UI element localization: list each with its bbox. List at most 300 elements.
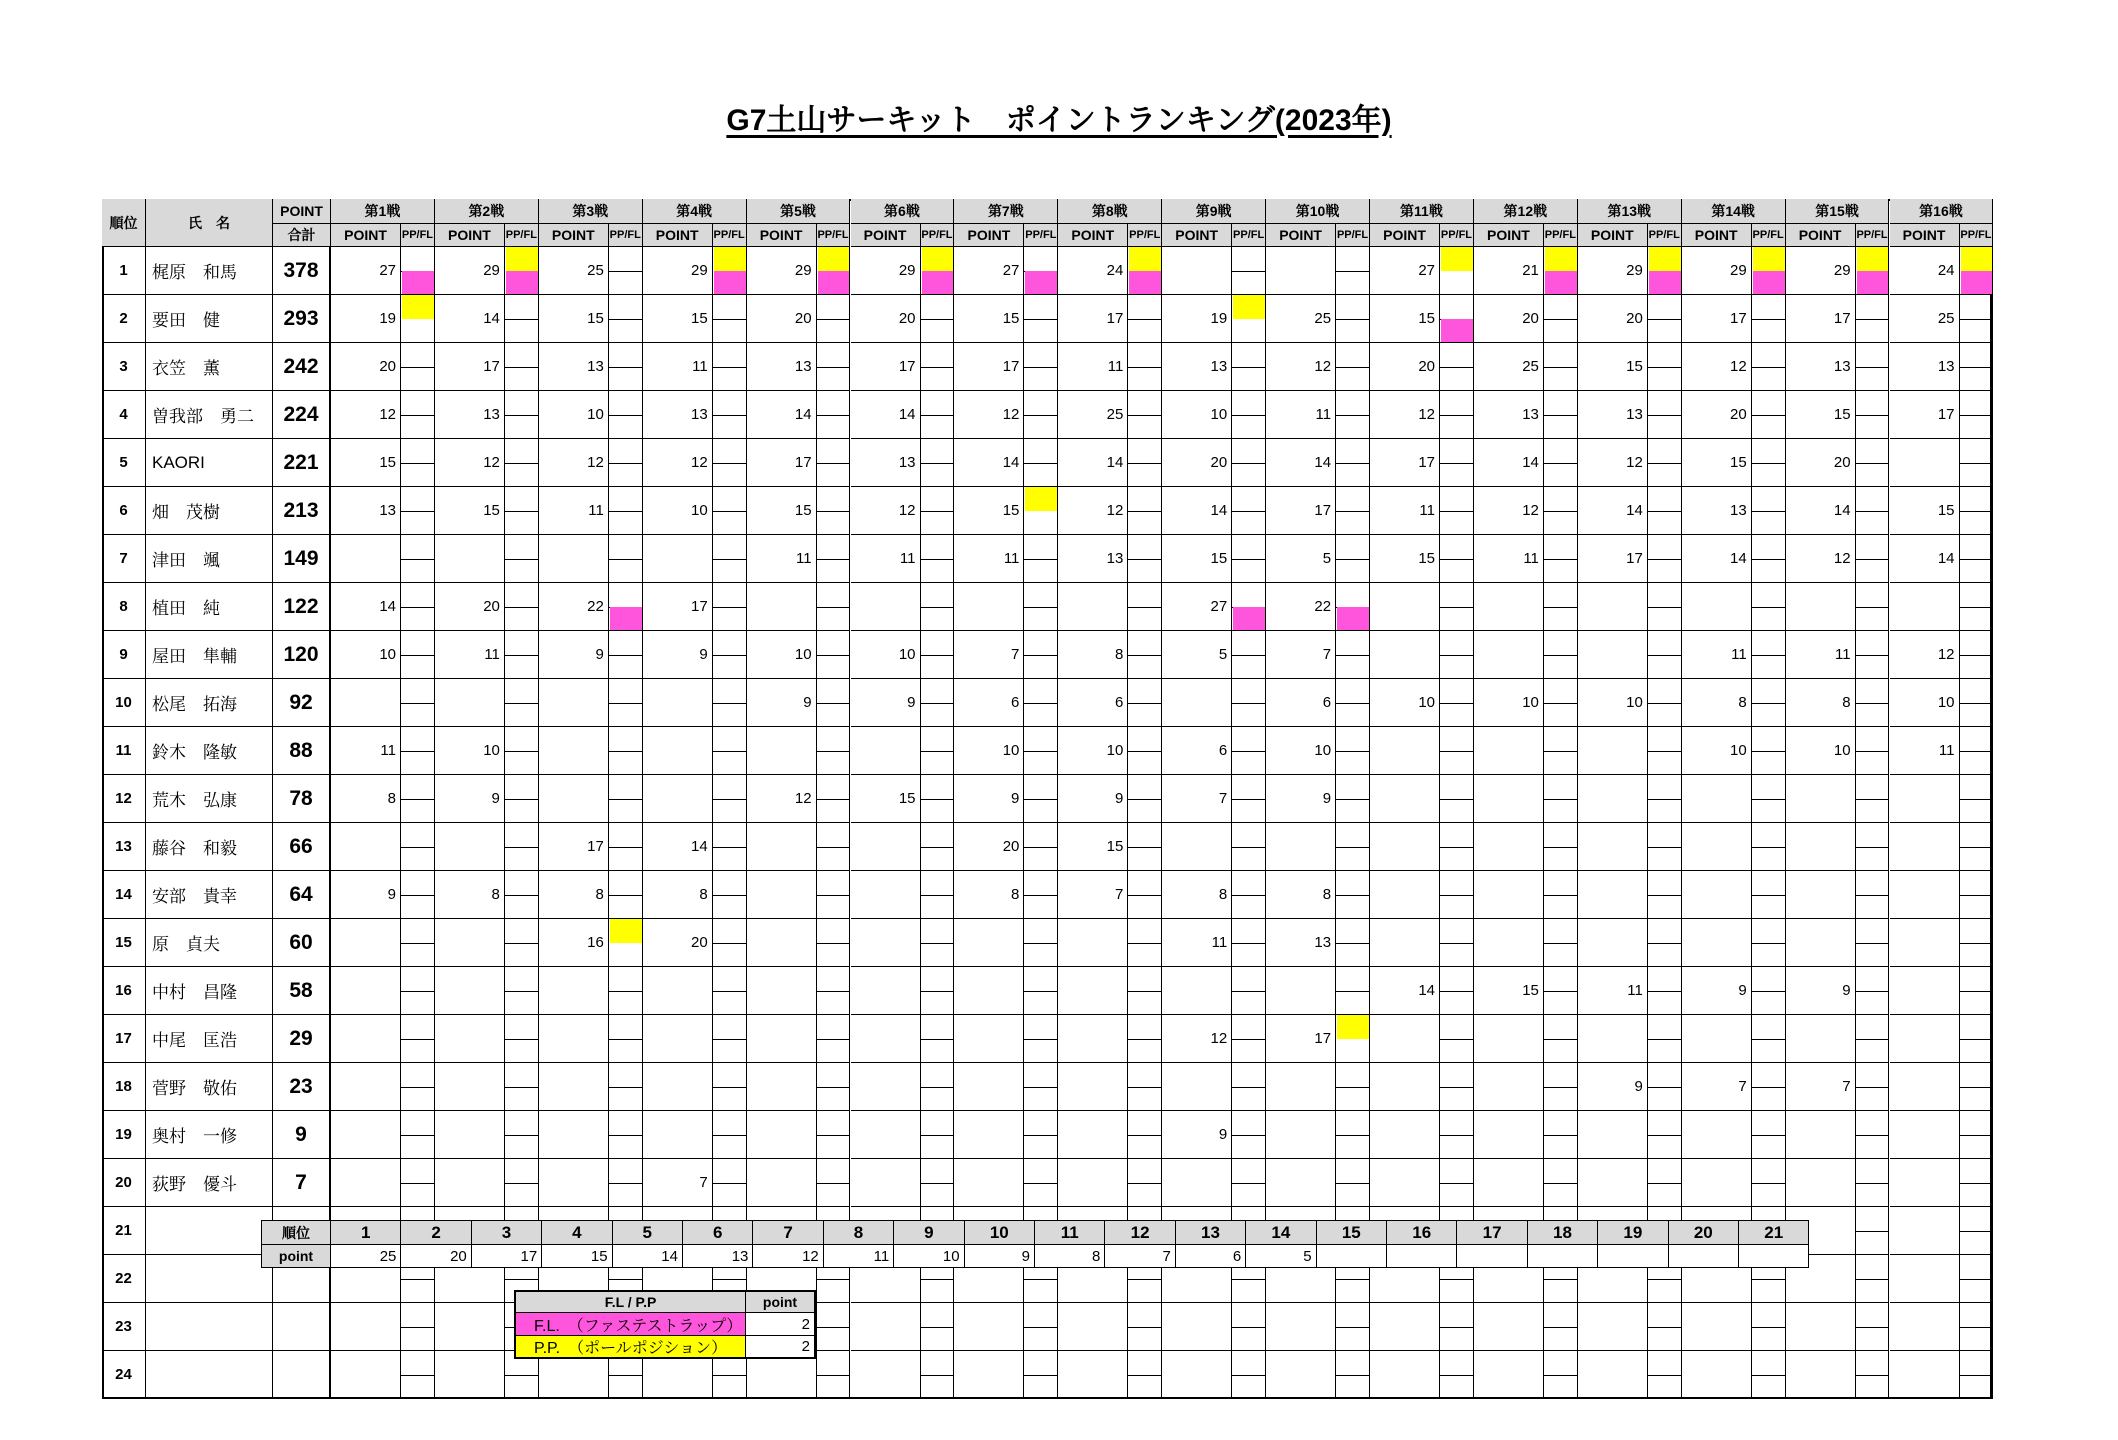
legend-header: F.L / P.P	[514, 1290, 746, 1313]
round-points	[1370, 631, 1440, 679]
round-points: 20	[1370, 343, 1440, 391]
ppfl-divider	[1960, 799, 1994, 800]
round-points: 5	[1266, 535, 1336, 583]
ppfl-divider	[505, 607, 539, 608]
round-points: 12	[1370, 391, 1440, 439]
ppfl-divider	[1752, 607, 1786, 608]
ppfl-divider	[1544, 367, 1578, 368]
round-points: 17	[1578, 535, 1648, 583]
round-points: 14	[435, 295, 505, 343]
round-points	[954, 1111, 1024, 1159]
ppfl-divider	[401, 847, 435, 848]
ppfl-divider	[1336, 1135, 1370, 1136]
ppfl-divider	[817, 319, 851, 320]
round-points: 11	[539, 487, 609, 535]
round-points: 13	[1266, 919, 1336, 967]
round-points	[1162, 1303, 1232, 1351]
round-points: 20	[1786, 439, 1856, 487]
driver-name: 安部 貴幸	[146, 871, 273, 919]
round-points: 12	[954, 391, 1024, 439]
round-points: 13	[1162, 343, 1232, 391]
round-points	[1578, 727, 1648, 775]
fastest-lap-marker	[1129, 271, 1161, 294]
ppfl-divider	[1648, 607, 1682, 608]
ppfl-divider	[1024, 895, 1058, 896]
ppfl-divider	[609, 991, 643, 992]
round-points	[1266, 1111, 1336, 1159]
ppfl-divider	[1648, 847, 1682, 848]
ppfl-divider	[1856, 511, 1890, 512]
fastest-lap-marker	[1233, 607, 1265, 630]
header-total: 合計	[273, 224, 331, 247]
ppfl-divider	[921, 751, 955, 752]
round-points	[747, 871, 817, 919]
ppfl-divider	[1128, 511, 1162, 512]
ppfl-divider	[817, 1039, 851, 1040]
ppfl-divider	[1440, 1135, 1474, 1136]
round-points	[1370, 583, 1440, 631]
round-points: 8	[954, 871, 1024, 919]
round-points: 22	[539, 583, 609, 631]
round-points	[539, 1063, 609, 1111]
ppfl-divider	[921, 559, 955, 560]
round-points	[1370, 871, 1440, 919]
ppfl-divider	[713, 511, 747, 512]
total-points: 213	[273, 487, 331, 535]
pole-position-marker	[714, 247, 746, 271]
round-points: 29	[747, 247, 817, 295]
round-points	[1578, 1159, 1648, 1207]
driver-name: 梶原 和馬	[146, 247, 273, 295]
rank-cell: 14	[102, 871, 146, 919]
round-points: 12	[1162, 1015, 1232, 1063]
ppfl-divider	[1232, 559, 1266, 560]
ppfl-divider	[1232, 415, 1266, 416]
ppfl-divider	[1960, 895, 1994, 896]
round-points	[1890, 583, 1960, 631]
ppfl-divider	[713, 943, 747, 944]
round-points	[331, 1015, 401, 1063]
ppfl-divider	[921, 1327, 955, 1328]
page-title-text: G7土山サーキット ポイントランキング(2023年)	[726, 104, 1392, 137]
ppfl-divider	[1544, 1135, 1578, 1136]
ppfl-divider	[609, 751, 643, 752]
round-point-header: POINT	[1890, 224, 1960, 247]
ppfl-divider	[1336, 703, 1370, 704]
fastest-lap-marker	[714, 271, 746, 294]
round-points: 11	[1162, 919, 1232, 967]
ppfl-divider	[1752, 559, 1786, 560]
ppfl-divider	[1544, 655, 1578, 656]
points-table-position: 19	[1598, 1220, 1668, 1245]
round-points	[1266, 247, 1336, 295]
round-ppfl-header: PP/FL	[505, 224, 539, 247]
round-header: 第2戦	[435, 199, 539, 224]
round-points	[747, 1063, 817, 1111]
ppfl-divider	[921, 511, 955, 512]
ppfl-divider	[1024, 751, 1058, 752]
round-points	[435, 919, 505, 967]
ppfl-divider	[401, 559, 435, 560]
total-points: 78	[273, 775, 331, 823]
header-name: 氏 名	[146, 199, 273, 247]
round-points	[1058, 1303, 1128, 1351]
driver-name: 津田 颯	[146, 535, 273, 583]
round-points: 24	[1058, 247, 1128, 295]
round-points: 10	[539, 391, 609, 439]
round-points: 7	[954, 631, 1024, 679]
ppfl-divider	[713, 751, 747, 752]
round-points	[435, 1303, 505, 1351]
ppfl-divider	[1024, 655, 1058, 656]
ppfl-divider	[1544, 511, 1578, 512]
ppfl-divider	[1544, 1327, 1578, 1328]
round-points: 8	[1786, 679, 1856, 727]
driver-name: 菅野 敬佑	[146, 1063, 273, 1111]
ppfl-divider	[1856, 1327, 1890, 1328]
ppfl-divider	[817, 991, 851, 992]
round-points: 15	[1786, 391, 1856, 439]
ppfl-divider	[505, 415, 539, 416]
round-points	[1162, 1351, 1232, 1399]
ppfl-divider	[609, 463, 643, 464]
points-table-value: 25	[331, 1245, 401, 1268]
driver-name: 原 貞夫	[146, 919, 273, 967]
round-points: 8	[539, 871, 609, 919]
points-table-position: 17	[1457, 1220, 1527, 1245]
ppfl-divider	[1648, 1039, 1682, 1040]
ppfl-divider	[401, 1375, 435, 1376]
round-points	[331, 823, 401, 871]
round-points: 14	[1682, 535, 1752, 583]
total-points: 58	[273, 967, 331, 1015]
ppfl-divider	[401, 655, 435, 656]
round-header: 第14戦	[1682, 199, 1786, 224]
round-points	[1682, 1159, 1752, 1207]
ppfl-divider	[1856, 655, 1890, 656]
pole-position-marker	[1545, 247, 1577, 271]
ppfl-divider	[713, 847, 747, 848]
ppfl-divider	[1544, 1375, 1578, 1376]
round-points: 10	[1266, 727, 1336, 775]
round-points: 13	[643, 391, 713, 439]
ppfl-divider	[505, 751, 539, 752]
round-points: 10	[435, 727, 505, 775]
ppfl-divider	[817, 1375, 851, 1376]
round-points: 20	[1682, 391, 1752, 439]
round-points	[1890, 1159, 1960, 1207]
ppfl-divider	[1024, 1327, 1058, 1328]
round-points	[1474, 1351, 1544, 1399]
round-points: 7	[1786, 1063, 1856, 1111]
round-points	[747, 1111, 817, 1159]
round-points	[851, 871, 921, 919]
round-points	[1370, 727, 1440, 775]
points-table-position: 9	[894, 1220, 964, 1245]
points-table-position: 3	[472, 1220, 542, 1245]
ppfl-divider	[921, 799, 955, 800]
round-point-header: POINT	[435, 224, 505, 247]
round-points	[747, 823, 817, 871]
ppfl-divider	[921, 895, 955, 896]
round-points	[1890, 1351, 1960, 1399]
rank-cell: 3	[102, 343, 146, 391]
driver-name	[146, 1207, 273, 1255]
pole-position-marker	[1337, 1015, 1369, 1039]
ppfl-divider	[1232, 1183, 1266, 1184]
round-points: 29	[1578, 247, 1648, 295]
round-points: 27	[331, 247, 401, 295]
ppfl-divider	[1440, 991, 1474, 992]
round-points: 10	[1474, 679, 1544, 727]
ppfl-divider	[1752, 367, 1786, 368]
ppfl-divider	[1856, 1279, 1890, 1280]
rank-cell: 2	[102, 295, 146, 343]
ppfl-divider	[1648, 751, 1682, 752]
round-points	[331, 1303, 401, 1351]
ppfl-divider	[1752, 1087, 1786, 1088]
ppfl-divider	[1960, 847, 1994, 848]
ppfl-divider	[1336, 1183, 1370, 1184]
points-table-value: 11	[824, 1245, 894, 1268]
ppfl-divider	[1856, 559, 1890, 560]
pole-position-marker	[1233, 295, 1265, 319]
ppfl-divider	[1128, 1375, 1162, 1376]
round-points: 14	[1474, 439, 1544, 487]
round-points	[1786, 1351, 1856, 1399]
round-points	[1578, 1111, 1648, 1159]
points-table-value	[1387, 1245, 1457, 1268]
total-points	[273, 1303, 331, 1351]
round-points: 15	[1058, 823, 1128, 871]
round-points: 14	[747, 391, 817, 439]
round-points: 14	[1266, 439, 1336, 487]
round-points	[1474, 1303, 1544, 1351]
ppfl-divider	[1544, 799, 1578, 800]
ppfl-divider	[1232, 1039, 1266, 1040]
ppfl-divider	[1232, 991, 1266, 992]
ppfl-divider	[817, 607, 851, 608]
rank-cell: 11	[102, 727, 146, 775]
round-points	[1786, 919, 1856, 967]
round-points: 25	[1266, 295, 1336, 343]
total-points: 66	[273, 823, 331, 871]
ppfl-divider	[1960, 655, 1994, 656]
round-points: 17	[435, 343, 505, 391]
fastest-lap-marker	[1025, 271, 1057, 294]
round-points	[1266, 967, 1336, 1015]
round-points: 9	[1682, 967, 1752, 1015]
ppfl-divider	[609, 1183, 643, 1184]
round-points: 7	[1682, 1063, 1752, 1111]
round-points: 17	[1682, 295, 1752, 343]
round-points	[1058, 1015, 1128, 1063]
ppfl-divider	[713, 1087, 747, 1088]
ppfl-divider	[817, 799, 851, 800]
round-points	[1266, 1303, 1336, 1351]
rank-cell: 22	[102, 1255, 146, 1303]
ppfl-divider	[401, 607, 435, 608]
round-points: 10	[954, 727, 1024, 775]
ppfl-divider	[1856, 367, 1890, 368]
round-points	[851, 1111, 921, 1159]
ppfl-divider	[1544, 895, 1578, 896]
ppfl-divider	[1336, 319, 1370, 320]
round-ppfl-header: PP/FL	[713, 224, 747, 247]
ppfl-divider	[1024, 1039, 1058, 1040]
ppfl-divider	[1856, 463, 1890, 464]
ppfl-divider	[1856, 703, 1890, 704]
pole-position-marker	[1961, 247, 1993, 271]
ppfl-divider	[505, 847, 539, 848]
ppfl-divider	[1648, 703, 1682, 704]
ppfl-divider	[1440, 1039, 1474, 1040]
round-points: 13	[435, 391, 505, 439]
round-points	[435, 679, 505, 727]
round-points	[1266, 1159, 1336, 1207]
ppfl-divider	[401, 1327, 435, 1328]
ppfl-divider	[1960, 751, 1994, 752]
ppfl-divider	[1752, 655, 1786, 656]
round-points	[1786, 871, 1856, 919]
round-points: 7	[1162, 775, 1232, 823]
points-table-value: 12	[753, 1245, 823, 1268]
ppfl-divider	[1544, 1039, 1578, 1040]
round-points: 13	[851, 439, 921, 487]
ppfl-divider	[1648, 415, 1682, 416]
legend-fl-label: F.L. （ファステストラップ）	[514, 1313, 746, 1336]
ppfl-divider	[505, 991, 539, 992]
ppfl-divider	[1960, 1231, 1994, 1232]
ppfl-divider	[401, 991, 435, 992]
ppfl-divider	[1648, 367, 1682, 368]
ppfl-divider	[609, 847, 643, 848]
round-points	[1578, 919, 1648, 967]
ppfl-divider	[505, 943, 539, 944]
ppfl-divider	[1752, 1135, 1786, 1136]
ppfl-divider	[1752, 415, 1786, 416]
points-table-position: 10	[965, 1220, 1035, 1245]
total-points: 221	[273, 439, 331, 487]
round-points: 17	[539, 823, 609, 871]
driver-name: 屋田 隼輔	[146, 631, 273, 679]
rank-cell: 21	[102, 1207, 146, 1255]
round-points	[435, 1111, 505, 1159]
ppfl-divider	[1440, 1279, 1474, 1280]
driver-name: 鈴木 隆敏	[146, 727, 273, 775]
round-points: 9	[1786, 967, 1856, 1015]
fastest-lap-marker	[922, 271, 954, 294]
round-points	[539, 967, 609, 1015]
round-points: 10	[1786, 727, 1856, 775]
round-points	[747, 1159, 817, 1207]
points-table-value: 8	[1035, 1245, 1105, 1268]
round-points	[851, 919, 921, 967]
round-ppfl-header: PP/FL	[817, 224, 851, 247]
round-header: 第11戦	[1370, 199, 1474, 224]
ppfl-divider	[1440, 415, 1474, 416]
round-header: 第13戦	[1578, 199, 1682, 224]
total-points: 9	[273, 1111, 331, 1159]
round-points	[1370, 919, 1440, 967]
round-points	[1682, 1303, 1752, 1351]
total-points: 7	[273, 1159, 331, 1207]
pole-position-marker	[402, 295, 434, 319]
round-points: 14	[851, 391, 921, 439]
round-points: 8	[643, 871, 713, 919]
driver-name: KAORI	[146, 439, 273, 487]
total-points: 60	[273, 919, 331, 967]
ppfl-divider	[1856, 799, 1890, 800]
points-table-position: 5	[613, 1220, 683, 1245]
ppfl-divider	[1648, 1327, 1682, 1328]
round-points: 29	[851, 247, 921, 295]
round-points	[1786, 775, 1856, 823]
round-points	[331, 1111, 401, 1159]
ppfl-divider	[1544, 319, 1578, 320]
ppfl-divider	[1128, 1183, 1162, 1184]
ppfl-divider	[921, 1039, 955, 1040]
ppfl-divider	[1336, 799, 1370, 800]
ppfl-divider	[1856, 1039, 1890, 1040]
ppfl-divider	[1128, 559, 1162, 560]
round-points	[1682, 823, 1752, 871]
total-points: 224	[273, 391, 331, 439]
ppfl-divider	[505, 1279, 539, 1280]
ppfl-divider	[1752, 799, 1786, 800]
round-points: 15	[851, 775, 921, 823]
round-points	[643, 727, 713, 775]
ppfl-divider	[1336, 1375, 1370, 1376]
round-points	[954, 1015, 1024, 1063]
ppfl-divider	[401, 1039, 435, 1040]
ppfl-divider	[1544, 607, 1578, 608]
round-points	[435, 1351, 505, 1399]
header-point-top: POINT	[273, 199, 331, 224]
round-points	[539, 679, 609, 727]
round-point-header: POINT	[1578, 224, 1648, 247]
driver-name: 奥村 一修	[146, 1111, 273, 1159]
round-points: 20	[331, 343, 401, 391]
ppfl-divider	[505, 1087, 539, 1088]
round-points: 12	[1266, 343, 1336, 391]
ppfl-divider	[1544, 559, 1578, 560]
points-table-value: 7	[1105, 1245, 1175, 1268]
round-points: 20	[435, 583, 505, 631]
ppfl-divider	[1440, 847, 1474, 848]
round-points: 8	[435, 871, 505, 919]
round-points	[1890, 1303, 1960, 1351]
points-table-position: 18	[1528, 1220, 1598, 1245]
round-points: 12	[1474, 487, 1544, 535]
ppfl-divider	[1024, 1087, 1058, 1088]
ppfl-divider	[817, 511, 851, 512]
round-points	[1474, 1159, 1544, 1207]
round-points: 11	[1370, 487, 1440, 535]
ppfl-divider	[921, 847, 955, 848]
ppfl-divider	[1024, 463, 1058, 464]
round-points: 11	[1578, 967, 1648, 1015]
round-points	[435, 1063, 505, 1111]
round-header: 第1戦	[331, 199, 435, 224]
ppfl-divider	[401, 1183, 435, 1184]
ppfl-divider	[1856, 1375, 1890, 1376]
points-table-position: 21	[1739, 1220, 1809, 1245]
driver-name: 植田 純	[146, 583, 273, 631]
round-points: 12	[435, 439, 505, 487]
round-points	[747, 1015, 817, 1063]
ppfl-divider	[1648, 1183, 1682, 1184]
